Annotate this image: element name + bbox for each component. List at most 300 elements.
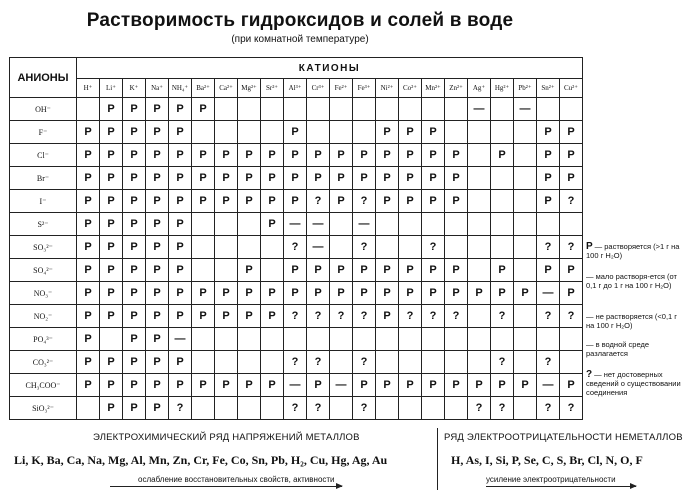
solubility-cell: Р (238, 259, 261, 282)
anion-label: I⁻ (10, 190, 77, 213)
solubility-cell: Р (284, 190, 307, 213)
solubility-cell (514, 259, 537, 282)
solubility-cell: Р (146, 167, 169, 190)
solubility-cell: ? (491, 397, 514, 420)
solubility-cell (514, 397, 537, 420)
cation-header-cell: Cu²⁺ (560, 79, 583, 98)
solubility-cell: — (353, 213, 376, 236)
legend-item-insoluble (586, 312, 686, 330)
solubility-cell: Р (422, 144, 445, 167)
solubility-cell: Р (192, 144, 215, 167)
legend-text: — растворяется (>1 г на 100 г H₂O) (586, 242, 680, 260)
solubility-cell: Р (560, 144, 583, 167)
solubility-cell (491, 328, 514, 351)
solubility-cell: Р (169, 190, 192, 213)
cation-header-cell: Ba²⁺ (192, 79, 215, 98)
solubility-cell (445, 236, 468, 259)
solubility-cell (376, 397, 399, 420)
cation-header-cell: Cr³⁺ (307, 79, 330, 98)
solubility-cell: Р (330, 259, 353, 282)
solubility-cell: ? (307, 351, 330, 374)
solubility-cell (445, 98, 468, 121)
solubility-cell (192, 397, 215, 420)
page-title: Растворимость гидроксидов и солей в воде (86, 10, 514, 31)
solubility-cell (77, 397, 100, 420)
solubility-cell (307, 98, 330, 121)
legend-item-unknown (586, 370, 686, 397)
solubility-cell: — (169, 328, 192, 351)
solubility-cell: Р (353, 374, 376, 397)
solubility-cell: ? (491, 351, 514, 374)
solubility-cell: ? (537, 305, 560, 328)
table-row (10, 98, 583, 121)
solubility-cell (330, 236, 353, 259)
solubility-cell: Р (146, 236, 169, 259)
solubility-cell (514, 213, 537, 236)
metals-arrow-label: ослабление восстановительных свойств, активности (138, 475, 335, 484)
table-row (10, 236, 583, 259)
solubility-cell: Р (491, 282, 514, 305)
solubility-cell: ? (491, 305, 514, 328)
solubility-cell: Р (422, 167, 445, 190)
solubility-cell (284, 98, 307, 121)
metals-series-title: ЭЛЕКТРОХИМИЧЕСКИЙ РЯД НАПРЯЖЕНИЙ МЕТАЛЛОВ (93, 432, 360, 443)
solubility-cell (330, 98, 353, 121)
anion-label: NO₃⁻ (10, 282, 77, 305)
solubility-cell (215, 397, 238, 420)
solubility-cell: Р (123, 144, 146, 167)
solubility-cell: ? (560, 236, 583, 259)
solubility-cell (468, 328, 491, 351)
solubility-cell: Р (422, 259, 445, 282)
solubility-cell: Р (376, 190, 399, 213)
solubility-cell: ? (307, 397, 330, 420)
solubility-cell: Р (445, 190, 468, 213)
solubility-cell: — (284, 374, 307, 397)
solubility-cell: Р (445, 259, 468, 282)
solubility-cell: — (330, 374, 353, 397)
solubility-cell: Р (376, 259, 399, 282)
solubility-cell: Р (514, 282, 537, 305)
solubility-cell: Р (330, 144, 353, 167)
solubility-cell (100, 328, 123, 351)
solubility-cell: Р (146, 213, 169, 236)
solubility-cell: Р (123, 167, 146, 190)
solubility-cell (468, 213, 491, 236)
solubility-cell (261, 236, 284, 259)
solubility-cell: Р (422, 282, 445, 305)
solubility-cell: Р (77, 236, 100, 259)
solubility-cell: Р (192, 167, 215, 190)
solubility-cell: Р (146, 374, 169, 397)
cation-header-cell: Na⁺ (146, 79, 169, 98)
solubility-cell (491, 167, 514, 190)
solubility-cell: Р (238, 190, 261, 213)
solubility-cell: Р (77, 190, 100, 213)
solubility-cell: Р (284, 121, 307, 144)
solubility-cell: Р (123, 259, 146, 282)
solubility-cell (192, 121, 215, 144)
cation-header-cell: Sn²⁺ (537, 79, 560, 98)
cation-header-cell: Ca²⁺ (215, 79, 238, 98)
solubility-cell (238, 351, 261, 374)
solubility-cell: Р (169, 167, 192, 190)
solubility-cell: Р (445, 282, 468, 305)
solubility-cell: Р (307, 144, 330, 167)
solubility-cell (491, 98, 514, 121)
solubility-cell: Р (238, 144, 261, 167)
solubility-cell (261, 259, 284, 282)
solubility-cell: ? (353, 305, 376, 328)
solubility-cell: — (468, 98, 491, 121)
solubility-cell (192, 351, 215, 374)
solubility-cell: Р (238, 282, 261, 305)
solubility-cell: Р (169, 305, 192, 328)
solubility-cell: Р (123, 190, 146, 213)
solubility-cell: Р (376, 144, 399, 167)
solubility-cell: Р (169, 144, 192, 167)
solubility-cell: Р (307, 282, 330, 305)
cation-header-cell: Li⁺ (100, 79, 123, 98)
solubility-cell: Р (123, 213, 146, 236)
solubility-cell: Р (123, 374, 146, 397)
solubility-cell: Р (146, 121, 169, 144)
cation-header-cell: Fe²⁺ (330, 79, 353, 98)
solubility-cell: Р (100, 190, 123, 213)
solubility-cell: Р (77, 167, 100, 190)
solubility-cell: ? (169, 397, 192, 420)
solubility-cell (353, 121, 376, 144)
solubility-cell: Р (123, 121, 146, 144)
solubility-cell: Р (123, 236, 146, 259)
solubility-cell: Р (100, 167, 123, 190)
solubility-cell (560, 351, 583, 374)
solubility-cell (399, 397, 422, 420)
anion-label: CO₃²⁻ (10, 351, 77, 374)
solubility-cell: Р (215, 167, 238, 190)
solubility-cell: Р (376, 167, 399, 190)
solubility-cell: Р (77, 213, 100, 236)
solubility-cell: ? (468, 397, 491, 420)
table-row (10, 328, 583, 351)
solubility-cell (468, 305, 491, 328)
solubility-cell (445, 213, 468, 236)
solubility-cell: Р (123, 397, 146, 420)
solubility-cell: Р (100, 121, 123, 144)
solubility-cell: Р (376, 121, 399, 144)
legend-item-slightly-soluble (586, 272, 686, 290)
solubility-cell: ? (560, 305, 583, 328)
solubility-cell: Р (169, 351, 192, 374)
table-body (10, 98, 583, 420)
solubility-cell: ? (307, 190, 330, 213)
solubility-cell: Р (537, 259, 560, 282)
solubility-cell: Р (261, 167, 284, 190)
solubility-cell: — (307, 213, 330, 236)
solubility-cell: Р (399, 144, 422, 167)
anions-header: АНИОНЫ (10, 58, 77, 98)
solubility-cell (330, 328, 353, 351)
cation-header-cell: Mg²⁺ (238, 79, 261, 98)
solubility-cell (376, 213, 399, 236)
solubility-cell: Р (169, 259, 192, 282)
nonmetals-arrow (486, 486, 636, 487)
solubility-cell: ? (284, 236, 307, 259)
legend-text: — мало растворя-ется (от 0,1 г до 1 г на 100 г H₂O) (586, 272, 677, 290)
solubility-cell (491, 236, 514, 259)
solubility-cell: Р (123, 305, 146, 328)
solubility-cell (514, 328, 537, 351)
solubility-cell (238, 213, 261, 236)
solubility-cell (238, 98, 261, 121)
solubility-cell: ? (537, 351, 560, 374)
solubility-cell: Р (399, 167, 422, 190)
solubility-cell: Р (77, 351, 100, 374)
solubility-cell: Р (399, 121, 422, 144)
solubility-cell: Р (169, 374, 192, 397)
solubility-cell: — (537, 374, 560, 397)
solubility-cell: Р (560, 167, 583, 190)
solubility-cell: Р (192, 282, 215, 305)
solubility-cell: Р (100, 282, 123, 305)
solubility-cell: Р (445, 167, 468, 190)
solubility-cell: Р (376, 305, 399, 328)
cation-header-cell: H⁺ (77, 79, 100, 98)
solubility-cell: Р (123, 282, 146, 305)
solubility-cell: Р (77, 259, 100, 282)
solubility-cell (468, 236, 491, 259)
solubility-cell: Р (146, 328, 169, 351)
solubility-cell (560, 213, 583, 236)
solubility-cell (514, 236, 537, 259)
solubility-cell: Р (514, 374, 537, 397)
solubility-cell: Р (77, 121, 100, 144)
solubility-cell: Р (422, 121, 445, 144)
solubility-cell: Р (261, 190, 284, 213)
table-row (10, 144, 583, 167)
legend-item-decomposes (586, 340, 686, 358)
solubility-cell (514, 190, 537, 213)
cation-header-cell: Zn²⁺ (445, 79, 468, 98)
solubility-cell: Р (100, 397, 123, 420)
solubility-cell: Р (192, 305, 215, 328)
solubility-cell (353, 98, 376, 121)
solubility-cell: Р (353, 167, 376, 190)
solubility-cell: — (514, 98, 537, 121)
solubility-cell (514, 167, 537, 190)
solubility-cell: Р (537, 190, 560, 213)
cation-header-cell: Hg²⁺ (491, 79, 514, 98)
cation-header-cell: Fe³⁺ (353, 79, 376, 98)
solubility-table (9, 57, 583, 420)
solubility-cell: Р (77, 328, 100, 351)
solubility-cell: Р (77, 374, 100, 397)
solubility-cell: Р (284, 259, 307, 282)
anion-label: OH⁻ (10, 98, 77, 121)
solubility-cell: Р (330, 167, 353, 190)
solubility-cell (468, 351, 491, 374)
solubility-cell: Р (192, 374, 215, 397)
cation-header-cell: K⁺ (123, 79, 146, 98)
solubility-cell (261, 328, 284, 351)
solubility-cell: Р (146, 98, 169, 121)
solubility-cell: Р (169, 282, 192, 305)
solubility-cell (215, 351, 238, 374)
solubility-cell (215, 213, 238, 236)
anion-label: SiO₃²⁻ (10, 397, 77, 420)
solubility-cell: Р (491, 144, 514, 167)
solubility-cell (307, 121, 330, 144)
solubility-cell: Р (307, 374, 330, 397)
solubility-cell: Р (560, 282, 583, 305)
solubility-cell (422, 213, 445, 236)
solubility-cell: Р (353, 282, 376, 305)
solubility-cell: Р (146, 397, 169, 420)
solubility-cell: Р (422, 374, 445, 397)
cation-header-cell: NH₄⁺ (169, 79, 192, 98)
solubility-cell: Р (100, 213, 123, 236)
table-row (10, 282, 583, 305)
solubility-cell: Р (261, 282, 284, 305)
solubility-cell (192, 236, 215, 259)
cation-header-row (10, 79, 583, 98)
nonmetals-series: H, As, I, Si, P, Se, C, S, Br, Cl, N, O, F (451, 453, 643, 467)
solubility-cell: ? (353, 351, 376, 374)
solubility-cell (77, 98, 100, 121)
solubility-cell (514, 351, 537, 374)
solubility-cell: ? (353, 397, 376, 420)
solubility-cell: Р (330, 282, 353, 305)
solubility-cell: ? (284, 397, 307, 420)
solubility-cell (376, 98, 399, 121)
solubility-cell: Р (169, 98, 192, 121)
solubility-cell: Р (468, 282, 491, 305)
solubility-cell (215, 328, 238, 351)
solubility-cell: Р (445, 144, 468, 167)
solubility-cell (330, 397, 353, 420)
solubility-cell (215, 121, 238, 144)
anion-label: CH₃COO⁻ (10, 374, 77, 397)
solubility-cell (399, 328, 422, 351)
solubility-cell: Р (123, 328, 146, 351)
solubility-cell: Р (560, 121, 583, 144)
solubility-cell: Р (399, 190, 422, 213)
solubility-cell: — (537, 282, 560, 305)
solubility-cell: Р (560, 259, 583, 282)
solubility-cell: Р (77, 282, 100, 305)
anion-label: PO₄³⁻ (10, 328, 77, 351)
legend-text: — не растворяется (<0,1 г на 100 г H₂O) (586, 312, 678, 330)
solubility-cell (445, 397, 468, 420)
cation-header-cell: Pb²⁺ (514, 79, 537, 98)
table-row (10, 167, 583, 190)
solubility-cell: Р (537, 144, 560, 167)
anion-label: NO₂⁻ (10, 305, 77, 328)
solubility-cell: ? (422, 236, 445, 259)
solubility-cell (422, 397, 445, 420)
solubility-cell (399, 351, 422, 374)
solubility-cell (468, 190, 491, 213)
solubility-cell: ? (537, 397, 560, 420)
solubility-cell: Р (100, 236, 123, 259)
solubility-cell (560, 98, 583, 121)
solubility-cell: — (307, 236, 330, 259)
solubility-cell (537, 328, 560, 351)
cation-header-cell: Mn²⁺ (422, 79, 445, 98)
solubility-cell: ? (284, 351, 307, 374)
solubility-cell: Р (215, 190, 238, 213)
solubility-cell: Р (100, 351, 123, 374)
solubility-cell: Р (537, 121, 560, 144)
solubility-cell: Р (307, 259, 330, 282)
cations-header: КАТИОНЫ (77, 58, 583, 79)
series-divider (437, 428, 438, 490)
legend-symbol: Р (586, 241, 593, 252)
solubility-cell (192, 213, 215, 236)
solubility-cell (330, 213, 353, 236)
solubility-cell (376, 351, 399, 374)
solubility-cell: Р (146, 351, 169, 374)
solubility-cell: Р (399, 374, 422, 397)
solubility-cell (491, 121, 514, 144)
solubility-cell (445, 328, 468, 351)
table-row (10, 213, 583, 236)
solubility-cell (192, 328, 215, 351)
anion-label: Cl⁻ (10, 144, 77, 167)
solubility-cell (353, 328, 376, 351)
table-row (10, 305, 583, 328)
solubility-cell (330, 121, 353, 144)
solubility-cell: Р (169, 236, 192, 259)
cation-header-cell: Sr²⁺ (261, 79, 284, 98)
table-row (10, 121, 583, 144)
solubility-cell: Р (77, 305, 100, 328)
solubility-cell (468, 259, 491, 282)
solubility-cell: Р (192, 98, 215, 121)
solubility-cell: Р (169, 213, 192, 236)
solubility-cell: ? (353, 236, 376, 259)
solubility-cell (376, 236, 399, 259)
solubility-cell (399, 98, 422, 121)
solubility-cell: Р (238, 305, 261, 328)
solubility-cell (514, 305, 537, 328)
solubility-cell (445, 121, 468, 144)
cation-header-cell: Co²⁺ (399, 79, 422, 98)
solubility-cell: ? (560, 190, 583, 213)
solubility-cell (537, 98, 560, 121)
solubility-cell (330, 351, 353, 374)
solubility-cell: Р (146, 190, 169, 213)
solubility-cell: Р (376, 374, 399, 397)
solubility-cell (514, 144, 537, 167)
solubility-cell: Р (261, 213, 284, 236)
solubility-cell: Р (261, 374, 284, 397)
solubility-cell (215, 236, 238, 259)
solubility-cell (422, 98, 445, 121)
solubility-cell: Р (284, 167, 307, 190)
table-row (10, 397, 583, 420)
cation-header-cell: Al³⁺ (284, 79, 307, 98)
solubility-cell: Р (353, 259, 376, 282)
solubility-cell: Р (215, 305, 238, 328)
solubility-cell: Р (261, 144, 284, 167)
solubility-cell: Р (445, 374, 468, 397)
solubility-cell (376, 328, 399, 351)
solubility-cell: ? (330, 305, 353, 328)
solubility-cell: Р (146, 259, 169, 282)
solubility-cell (399, 213, 422, 236)
solubility-cell (238, 121, 261, 144)
